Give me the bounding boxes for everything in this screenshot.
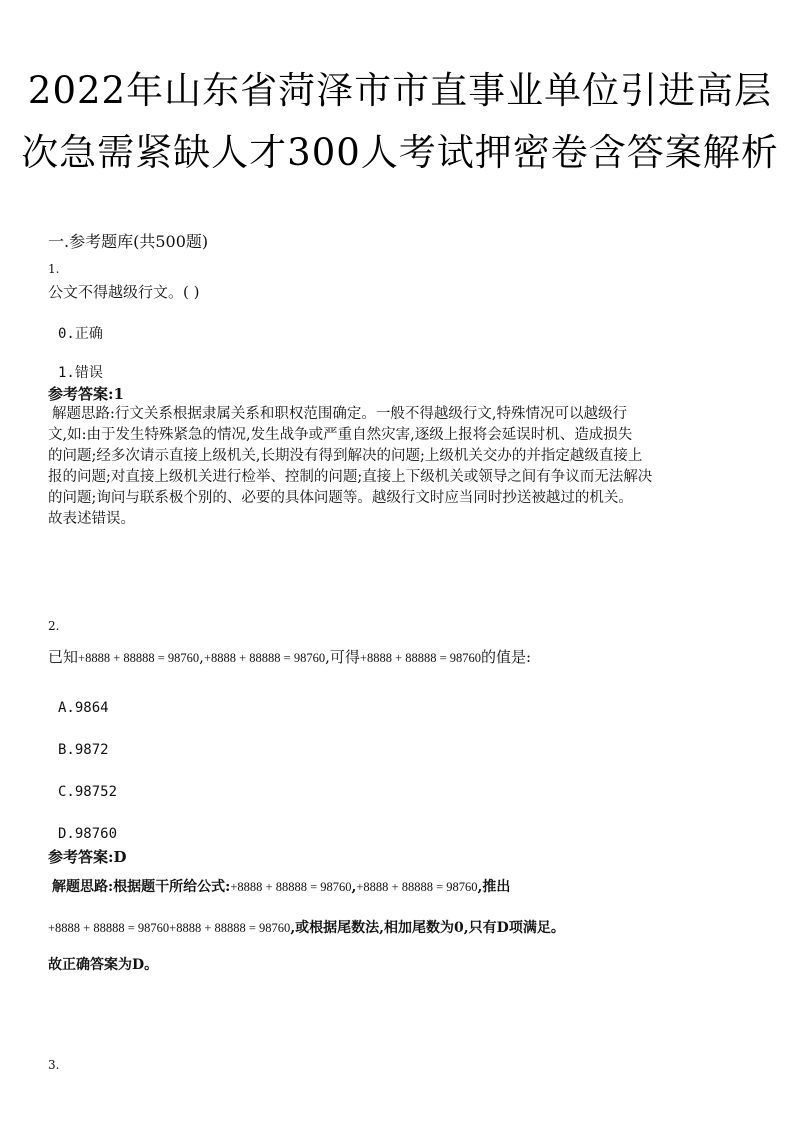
question-2-explanation-line [52, 876, 510, 896]
question-2-formula: +8888 + 88888 = 98760 [78, 651, 200, 665]
question-3-number: 3. [48, 1058, 60, 1072]
question-1-number: 1. [48, 262, 60, 276]
question-2-stem-text: 的值是: [481, 648, 532, 666]
question-2-stem [48, 646, 531, 667]
question-2-explanation-line [48, 917, 565, 937]
question-2-explanation-conclusion: 故正确答案为D。 [48, 957, 159, 973]
question-2-stem-text: , [199, 648, 204, 666]
question-1-explanation-line: 的问题;询问与联系极个别的、必要的具体问题等。越级行文时应当同时抄送被越过的机关。 [48, 490, 633, 506]
question-2-option-b: B.9872 [58, 742, 109, 758]
question-1-explanation-line: 文,如:由于发生特殊紧急的情况,发生战争或严重自然灾害,逐级上报将会延误时机、造成损失 [48, 427, 633, 443]
question-2-formula: +8888 + 88888 = 98760 [359, 651, 482, 665]
question-1-explanation-line: 报的问题;对直接上级机关进行检举、控制的问题;直接上下级机关或领导之间有争议而无法解决 [48, 469, 653, 485]
question-2-formula: +8888 + 88888 = 98760 [203, 651, 326, 665]
question-1-answer: 参考答案:1 [48, 385, 124, 403]
question-1-stem: 公文不得越级行文。( ) [48, 283, 200, 301]
section-heading: 一.参考题库(共500题) [48, 232, 209, 251]
question-2-number: 2. [48, 619, 60, 633]
question-2-option-a: A.9864 [58, 700, 109, 716]
doc-title-line-2: 次急需紧缺人才300人考试押密卷含答案解析 [21, 131, 779, 174]
question-2-explanation-text: ,推出 [477, 879, 511, 895]
question-1-option-0: 0.正确 [58, 326, 103, 342]
question-2-answer: 参考答案:D [48, 848, 127, 866]
question-2-stem-text: 已知 [48, 648, 79, 666]
question-2-option-d: D.98760 [58, 826, 118, 842]
question-2-stem-text: ,可得 [325, 648, 360, 666]
question-2-explanation-text: 解题思路:根据题干所给公式: [52, 879, 231, 895]
question-2-explanation-formula: +8888 + 88888 = 98760 [356, 880, 478, 894]
question-1-option-1: 1.错误 [58, 365, 103, 381]
question-2-explanation-text: , [351, 879, 357, 895]
question-2-explanation-text: ,或根据尾数法,相加尾数为0,只有D项满足。 [290, 920, 565, 936]
question-1-explanation-line: 的问题;经多次请示直接上级机关,长期没有得到解决的问题;上级机关交办的并指定越级直接上 [48, 448, 643, 464]
question-2-explanation-formula: +8888 + 88888 = 98760 [230, 880, 352, 894]
question-2-option-c: C.98752 [58, 784, 118, 800]
question-1-explanation-line: 故表述错误。 [48, 511, 135, 527]
question-1-explanation-line: 解题思路:行文关系根据隶属关系和职权范围确定。一般不得越级行文,特殊情况可以越级行 [52, 406, 627, 422]
question-2-explanation-formula: +8888 + 88888 = 98760+8888 + 88888 = 98760 [48, 921, 291, 935]
doc-title-line-1: 2022年山东省菏泽市市直事业单位引进高层 [27, 69, 773, 112]
